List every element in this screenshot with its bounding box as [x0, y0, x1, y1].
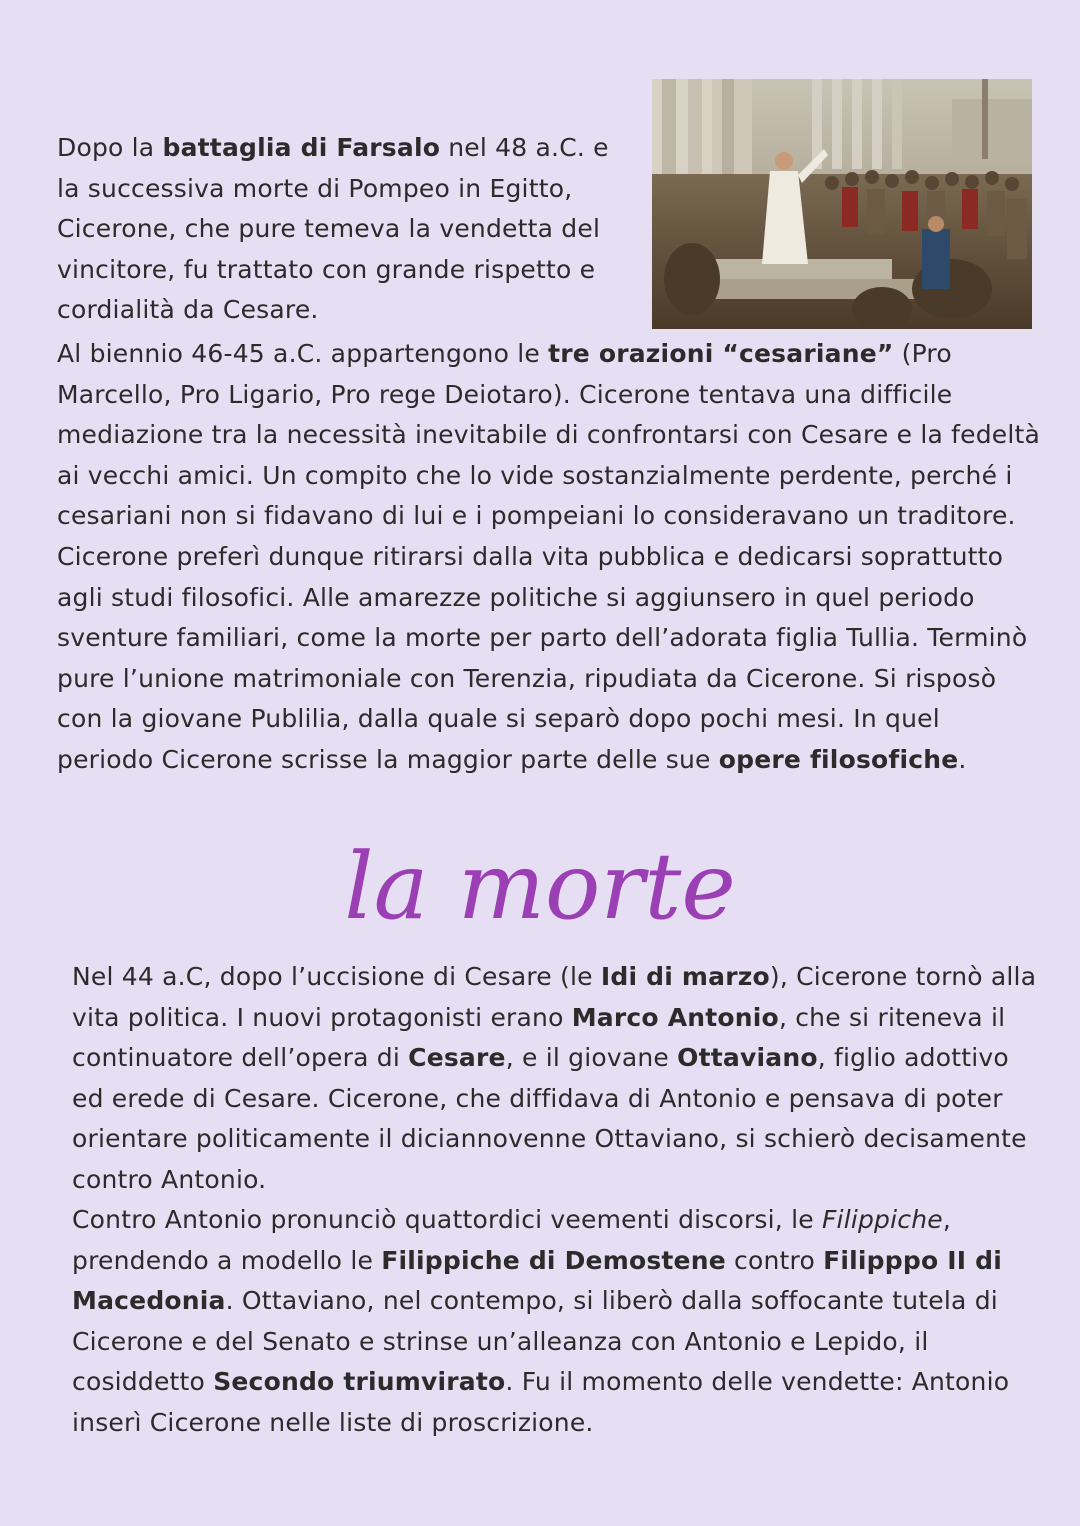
bold-term: Secondo triumvirato [213, 1367, 506, 1397]
text-run: contro [725, 1245, 824, 1275]
cesarian-orations-paragraph [57, 334, 1042, 781]
text-run: , che si riteneva il continuatore dell’opera di [72, 1002, 1006, 1073]
text-run: , prendendo a modello le [72, 1205, 951, 1275]
text-run: . Fu il momento delle vendette: Antonio inserì Cicerone nelle liste di proscrizione. [72, 1367, 1010, 1437]
text-run: Dopo la [57, 133, 163, 162]
bold-term: battaglia di Farsalo [162, 133, 441, 162]
text-run: , e il giovane [505, 1043, 678, 1073]
bold-term: Cesare [408, 1043, 506, 1073]
bold-term: Filipppo II di Macedonia [72, 1245, 1003, 1316]
cicero-painting [652, 79, 1032, 329]
death-paragraph-1 [72, 957, 1037, 1201]
bold-term: Idi di marzo [600, 962, 770, 991]
text-run: ), Cicerone tornò alla vita politica. I nuovi protagonisti erano [72, 962, 1037, 1032]
bold-term: Ottaviano [677, 1043, 818, 1073]
text-run: . Ottaviano, nel contempo, si liberò dalla soffocante tutela di Cicerone e del Senato e strinse un’alleanza con Antonio e Lepido, il cosiddetto [72, 1286, 998, 1397]
text-run: nel 48 a.C. e la successiva morte di Pompeo in Egitto, Cicerone, che pure temeva la vendetta del vincitore, fu trattato con grande rispetto e cordialità da Cesare. [57, 133, 609, 325]
heading-text: la morte [344, 833, 736, 940]
text-run: , figlio adottivo ed erede di Cesare. Cicerone, che diffidava di Antonio e pensava di poter orientare politicamente il diciannovenne Ottaviano, si schierò decisamente contro Antonio. [72, 1043, 1027, 1194]
bold-term: Marco Antonio [571, 1002, 779, 1032]
italic-term: Filippiche [821, 1205, 943, 1234]
text-run: . [958, 744, 967, 774]
text-run: (Pro Marcello, Pro Ligario, Pro rege Deiotaro). Cicerone tentava una difficile mediazione tra la necessità inevitabile di confrontarsi con Cesare e la fedeltà ai vecchi amici. Un compito che lo vide sostanzialmente perdente, perché i cesariani non si fidavano di lui e i pompeiani lo consideravano un traditore. Cicerone preferì dunque ritirarsi dalla vita pubblica e dedicarsi soprattutto agli studi filosofici. Alle amarezze politiche si aggiunsero in quel periodo sventure familiari, come la morte per parto dell’adorata figlia Tullia. Terminò pure l’unione matrimoniale con Terenzia, ripudiata da Cicerone. Si risposò con la giovane Publilia, dalla quale si separò dopo pochi mesi. In quel periodo Cicerone scrisse la maggior parte delle sue [57, 339, 1041, 774]
text-run: Contro Antonio pronunciò quattordici veementi discorsi, le [72, 1205, 822, 1234]
text-run: Nel 44 a.C, dopo l’uccisione di Cesare (le [72, 962, 601, 991]
bold-term: Filippiche di Demostene [381, 1245, 726, 1275]
text-run: Al biennio 46-45 a.C. appartengono le [57, 339, 549, 368]
bold-term: tre orazioni “cesariane” [548, 339, 894, 368]
death-paragraph-2 [72, 1200, 1037, 1444]
intro-paragraph [57, 128, 637, 331]
la-morte-heading [280, 820, 800, 940]
bold-term: opere filosofiche [718, 744, 959, 774]
